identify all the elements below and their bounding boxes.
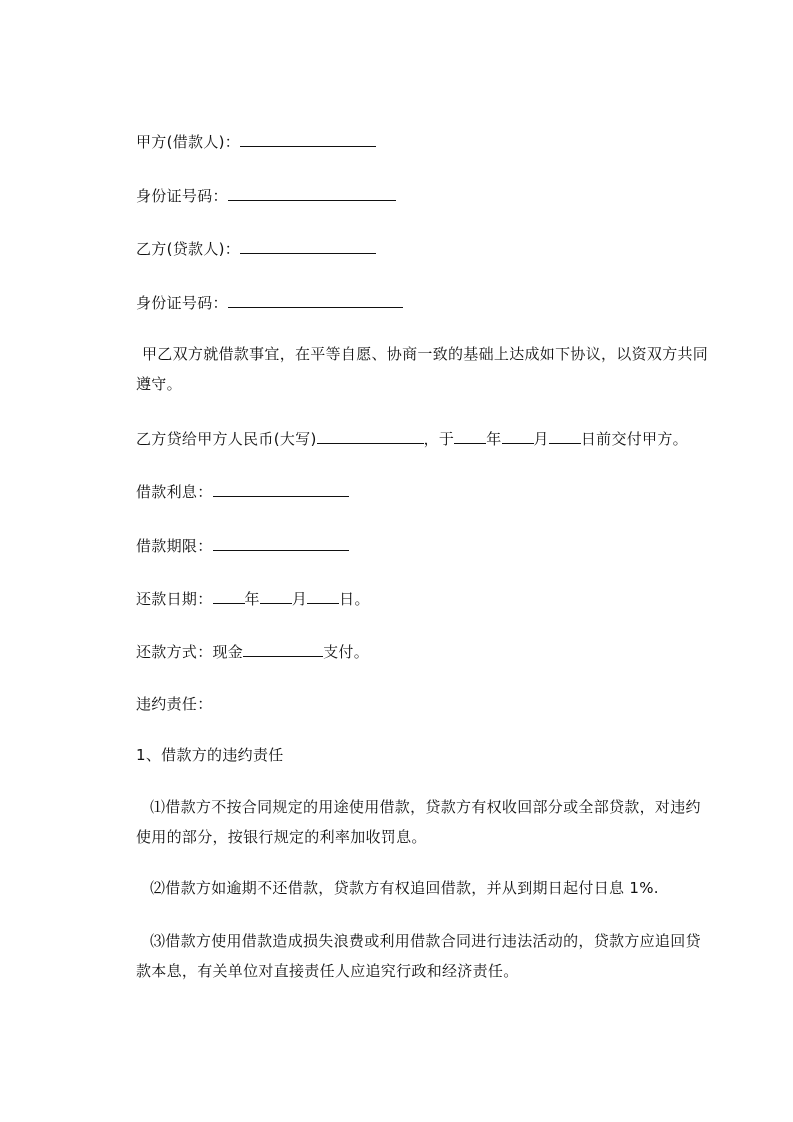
interest-label: 借款利息： bbox=[136, 483, 213, 501]
repay-method-label: 还款方式：现金 bbox=[136, 643, 244, 661]
amount-prefix: 乙方贷给甲方人民币(大写) bbox=[136, 430, 317, 448]
repay-method-suffix: 支付。 bbox=[323, 643, 370, 661]
party-a-id-blank[interactable] bbox=[228, 185, 396, 201]
amount-year-label: 年 bbox=[486, 430, 502, 448]
repay-date-end: 日。 bbox=[339, 590, 370, 608]
party-b-label: 乙方(贷款人)： bbox=[136, 240, 241, 258]
term-blank[interactable] bbox=[213, 535, 349, 551]
liability-heading: 违约责任： bbox=[136, 695, 213, 713]
repay-month-label: 月 bbox=[291, 590, 308, 608]
repay-date-label: 还款日期： bbox=[136, 590, 213, 608]
party-b-id-label: 身份证号码： bbox=[136, 294, 228, 312]
interest-row bbox=[136, 481, 349, 502]
party-a-row bbox=[136, 131, 376, 152]
term-row bbox=[136, 535, 349, 556]
intro-paragraph: 甲乙双方就借款事宜，在平等自愿、协商一致的基础上达成如下协议，以资双方共同遵守。 bbox=[136, 345, 709, 393]
amount-blank[interactable] bbox=[317, 428, 424, 444]
amount-year-blank[interactable] bbox=[454, 428, 486, 444]
party-a-id-label: 身份证号码： bbox=[136, 187, 228, 205]
clause-3: ⑶借款方使用借款造成损失浪费或利用借款合同进行违法活动的，贷款方应追回贷款本息，有关单位对直接责任人应追究行政和经济责任。 bbox=[136, 932, 701, 980]
clause-2: ⑵借款方如逾期不还借款，贷款方有权追回借款，并从到期日起付日息 1%. bbox=[150, 879, 659, 897]
party-b-id-row bbox=[136, 292, 403, 313]
amount-day-blank[interactable] bbox=[549, 428, 581, 444]
amount-suffix: 日前交付甲方。 bbox=[580, 430, 688, 448]
repay-method-row bbox=[136, 641, 369, 662]
borrower-liability-heading: 1、借款方的违约责任 bbox=[136, 746, 284, 764]
term-label: 借款期限： bbox=[136, 537, 213, 555]
repay-year-label: 年 bbox=[244, 590, 260, 608]
party-a-blank[interactable] bbox=[240, 131, 376, 147]
clause-1: ⑴借款方不按合同规定的用途使用借款，贷款方有权收回部分或全部贷款，对违约使用的部分，按银行规定的利率加收罚息。 bbox=[136, 798, 701, 846]
repay-method-blank[interactable] bbox=[243, 641, 323, 657]
repay-year-blank[interactable] bbox=[213, 588, 245, 604]
interest-blank[interactable] bbox=[213, 481, 349, 497]
party-a-label: 甲方(借款人)： bbox=[136, 133, 241, 151]
repay-month-blank[interactable] bbox=[260, 588, 292, 604]
repay-day-blank[interactable] bbox=[307, 588, 339, 604]
party-b-id-blank[interactable] bbox=[228, 292, 403, 308]
party-b-blank[interactable] bbox=[240, 238, 376, 254]
amount-row bbox=[136, 428, 688, 449]
party-b-row bbox=[136, 238, 376, 259]
amount-month-label: 月 bbox=[533, 430, 549, 448]
amount-month-blank[interactable] bbox=[502, 428, 534, 444]
repay-date-row bbox=[136, 588, 370, 609]
party-a-id-row bbox=[136, 185, 396, 206]
amount-middle: ，于 bbox=[423, 430, 455, 448]
